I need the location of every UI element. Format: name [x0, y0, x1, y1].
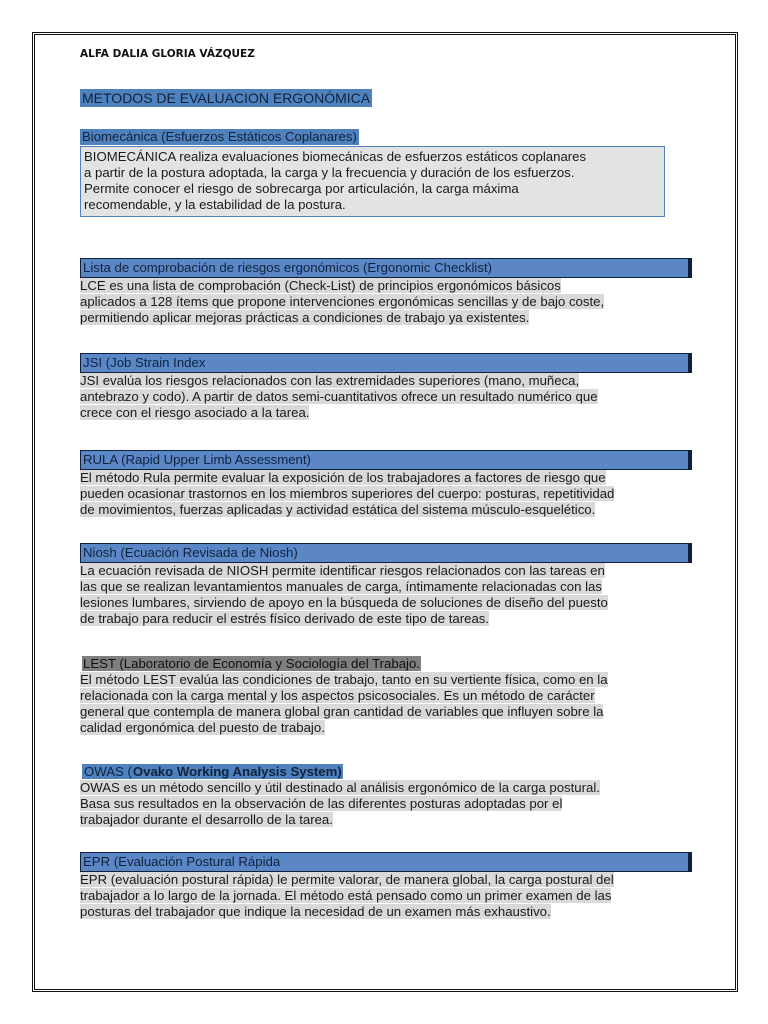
section-epr	[80, 852, 692, 920]
body-line: OWAS es un método sencillo y útil destinado al análisis ergonómico de la carga postural.	[80, 780, 600, 795]
body-line: JSI evalúa los riesgos relacionados con las extremidades superiores (mano, muñeca,	[80, 373, 580, 388]
section-body	[80, 672, 692, 736]
body-line: La ecuación revisada de NIOSH permite identificar riesgos relacionados con las tareas en	[80, 563, 605, 578]
section-body	[80, 373, 692, 421]
section-niosh	[80, 543, 692, 627]
section-heading: JSI (Job Strain Index	[80, 353, 692, 373]
section-owas	[80, 763, 692, 828]
section-body	[80, 563, 692, 627]
section-heading: Niosh (Ecuación Revisada de Niosh)	[80, 543, 692, 563]
body-line: lesiones lumbares, sirviendo de apoyo en la búsqueda de soluciones de diseño del puesto	[80, 595, 608, 610]
section-body	[80, 278, 692, 326]
section-heading: RULA (Rapid Upper Limb Assessment)	[80, 450, 692, 470]
body-line: El método LEST evalúa las condiciones de trabajo, tanto en su vertiente física, como en la	[80, 672, 608, 687]
body-line: EPR (evaluación postural rápida) le permite valorar, de manera global, la carga postural del	[80, 872, 614, 887]
body-line: crece con el riesgo asociado a la tarea.	[80, 405, 310, 420]
section-body	[80, 872, 692, 920]
section-biomecanica	[80, 128, 665, 217]
body-line: de trabajo para reducir el estrés físico derivado de este tipo de tareas.	[80, 611, 490, 626]
section-body	[80, 780, 692, 828]
body-line: El método Rula permite evaluar la exposición de los trabajadores a factores de riesgo que	[80, 470, 606, 485]
body-line: trabajador durante el desarrollo de la tarea.	[80, 812, 333, 827]
body-line: permitiendo aplicar mejoras prácticas a condiciones de trabajo ya existentes.	[80, 310, 530, 325]
body-line: calidad ergonómica del puesto de trabajo.	[80, 720, 325, 735]
section-rula	[80, 450, 692, 518]
section-heading: EPR (Evaluación Postural Rápida	[80, 852, 692, 872]
section-body	[80, 470, 692, 518]
body-line: recomendable, y la estabilidad de la postura.	[84, 197, 346, 212]
body-line: a partir de la postura adoptada, la carga y la frecuencia y duración de los esfuerzos.	[84, 165, 575, 180]
body-line: de movimientos, fuerzas aplicadas y actividad estática del sistema músculo-esquelético.	[80, 502, 596, 517]
section-body-box	[80, 146, 665, 217]
section-lest	[80, 655, 692, 736]
page-title: METODOS DE EVALUACION ERGONÓMICA	[82, 90, 371, 106]
section-heading: OWAS (Ovako Working Analysis System)	[84, 764, 342, 779]
body-line: antebrazo y codo). A partir de datos semi-cuantitativos ofrece un resultado numérico que	[80, 389, 598, 404]
section-heading: Lista de comprobación de riesgos ergonómicos (Ergonomic Checklist)	[80, 258, 692, 278]
section-heading: Biomecánica (Esfuerzos Estáticos Coplanares)	[82, 129, 357, 144]
author-name: ALFA DALIA GLORIA VÁZQUEZ	[80, 48, 255, 60]
body-line: pueden ocasionar trastornos en los miembros superiores del cuerpo: posturas, repetitividad	[80, 486, 615, 501]
body-line: general que contempla de manera global gran cantidad de variables que influyen sobre la	[80, 704, 604, 719]
body-line: posturas del trabajador que indique la necesidad de un examen más exhaustivo.	[80, 904, 551, 919]
section-checklist	[80, 258, 692, 326]
section-jsi	[80, 353, 692, 421]
body-line: LCE es una lista de comprobación (Check-List) de principios ergonómicos básicos	[80, 278, 561, 293]
body-line: Permite conocer el riesgo de sobrecarga por articulación, la carga máxima	[84, 181, 519, 196]
body-line: las que se realizan levantamientos manuales de carga, íntimamente relacionadas con las	[80, 579, 602, 594]
body-line: trabajador a lo largo de la jornada. El método está pensado como un primer examen de las	[80, 888, 612, 903]
body-line: aplicados a 128 ítems que propone intervenciones ergonómicas sencillas y de bajo coste,	[80, 294, 605, 309]
document-content	[80, 48, 690, 919]
body-line: relacionada con la carga mental y los aspectos psicosociales. Es un método de carácter	[80, 688, 595, 703]
body-line: BIOMECÁNICA realiza evaluaciones biomecánicas de esfuerzos estáticos coplanares	[84, 149, 587, 164]
section-heading: LEST (Laboratorio de Economía y Sociología del Trabajo.	[83, 656, 420, 671]
body-line: Basa sus resultados en la observación de las diferentes posturas adoptadas por el	[80, 796, 563, 811]
